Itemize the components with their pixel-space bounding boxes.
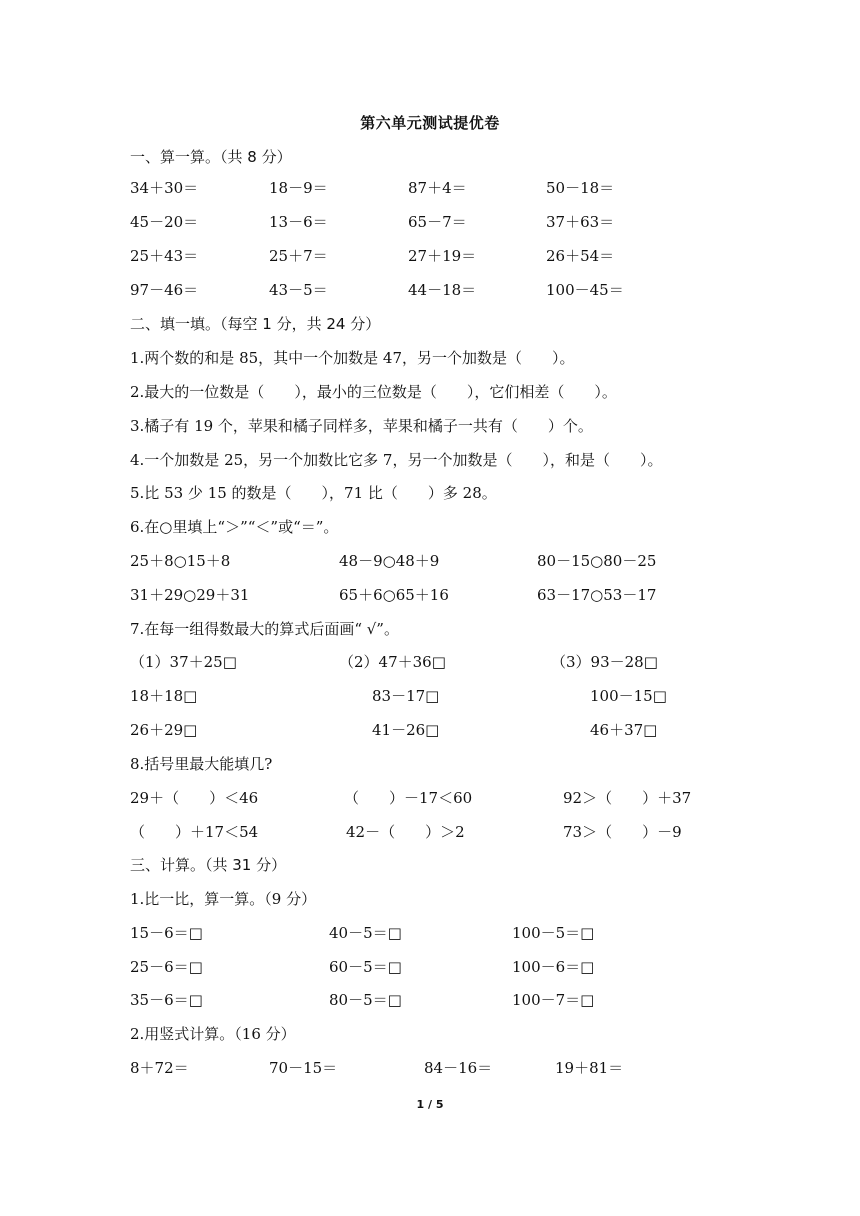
fill-item: 29＋（ ）＜46 (130, 789, 259, 807)
section1-row (0, 211, 860, 233)
calc-item: 60－5＝□ (329, 958, 402, 976)
problem: 25＋43＝ (130, 247, 199, 265)
part-1: 1.比一比，算一算。（9 分） (130, 890, 317, 908)
problem: 34＋30＝ (130, 179, 199, 197)
choice-item: 18＋18□ (130, 687, 198, 705)
problem: 97－46＝ (130, 281, 199, 299)
fill-item: 92＞（ ）＋37 (563, 789, 692, 807)
compare-item: 25＋8○15＋8 (130, 552, 231, 570)
question-7: 7.在每一组得数最大的算式后面画“ √”。 (130, 620, 399, 638)
section1-row (0, 279, 860, 301)
problem: 26＋54＝ (546, 247, 615, 265)
calc-item: 100－6＝□ (512, 958, 595, 976)
compare-item: 65＋6○65＋16 (339, 586, 449, 604)
compare-item: 63－17○53－17 (537, 586, 657, 604)
calc-item: 40－5＝□ (329, 924, 402, 942)
section1-heading: 一、算一算。（共 8 分） (130, 148, 292, 166)
section3-heading: 三、计算。（共 31 分） (130, 856, 287, 874)
problem: 18－9＝ (269, 179, 328, 197)
question-5: 5.比 53 少 15 的数是（ ），71 比（ ）多 28。 (130, 484, 497, 502)
section1-row (0, 177, 860, 199)
vertical-calc-item: 70－15＝ (269, 1059, 338, 1077)
choice-item: 26＋29□ (130, 721, 198, 739)
fill-item: 42－（ ）＞2 (346, 823, 465, 841)
problem: 25＋7＝ (269, 247, 328, 265)
choice-item: （2）47＋36□ (339, 653, 446, 671)
choice-item: （3）93－28□ (551, 653, 658, 671)
calc-item: 100－7＝□ (512, 991, 595, 1009)
choice-row (0, 651, 860, 673)
question-6: 6.在○里填上“＞”“＜”或“＝”。 (130, 518, 339, 536)
problem: 65－7＝ (408, 213, 467, 231)
calc-row (0, 956, 860, 978)
section1-row (0, 245, 860, 267)
calc-item: 35－6＝□ (130, 991, 203, 1009)
problem: 37＋63＝ (546, 213, 615, 231)
fill-item: 73＞（ ）－9 (563, 823, 682, 841)
problem: 27＋19＝ (408, 247, 477, 265)
fill-row (0, 821, 860, 843)
problem: 44－18＝ (408, 281, 477, 299)
choice-item: （1）37＋25□ (130, 653, 237, 671)
choice-row (0, 685, 860, 707)
choice-row (0, 719, 860, 741)
calc-row (0, 922, 860, 944)
problem: 45－20＝ (130, 213, 199, 231)
vertical-calc-item: 8＋72＝ (130, 1059, 189, 1077)
question-4: 4.一个加数是 25，另一个加数比它多 7，另一个加数是（ ），和是（ ）。 (130, 451, 663, 469)
vertical-calc-item: 19＋81＝ (555, 1059, 624, 1077)
calc-item: 100－5＝□ (512, 924, 595, 942)
question-1: 1.两个数的和是 85，其中一个加数是 47，另一个加数是（ ）。 (130, 349, 575, 367)
question-8: 8.括号里最大能填几? (130, 755, 273, 773)
vertical-calc-item: 84－16＝ (424, 1059, 493, 1077)
choice-item: 100－15□ (590, 687, 667, 705)
fill-item: （ ）＋17＜54 (130, 823, 259, 841)
compare-item: 80－15○80－25 (537, 552, 657, 570)
calc-item: 80－5＝□ (329, 991, 402, 1009)
compare-row (0, 550, 860, 572)
fill-row (0, 787, 860, 809)
problem: 43－5＝ (269, 281, 328, 299)
calc-item: 15－6＝□ (130, 924, 203, 942)
fill-item: （ ）－17＜60 (344, 789, 473, 807)
section2-heading: 二、填一填。（每空 1 分，共 24 分） (130, 315, 381, 333)
calc-item: 25－6＝□ (130, 958, 203, 976)
choice-item: 46＋37□ (590, 721, 658, 739)
page-title: 第六单元测试提优卷 (360, 114, 500, 132)
part-2: 2.用竖式计算。（16 分） (130, 1025, 296, 1043)
compare-item: 48－9○48＋9 (339, 552, 440, 570)
calc-row (0, 989, 860, 1011)
question-3: 3.橘子有 19 个，苹果和橘子同样多，苹果和橘子一共有（ ）个。 (130, 417, 593, 435)
choice-item: 41－26□ (372, 721, 440, 739)
problem: 100－45＝ (546, 281, 624, 299)
page-number: 1 / 5 (416, 1098, 444, 1111)
vertical-calc-row (0, 1057, 860, 1079)
problem: 50－18＝ (546, 179, 615, 197)
compare-row (0, 584, 860, 606)
compare-item: 31＋29○29＋31 (130, 586, 250, 604)
problem: 87＋4＝ (408, 179, 467, 197)
problem: 13－6＝ (269, 213, 328, 231)
question-2: 2.最大的一位数是（ ），最小的三位数是（ ），它们相差（ ）。 (130, 383, 617, 401)
choice-item: 83－17□ (372, 687, 440, 705)
